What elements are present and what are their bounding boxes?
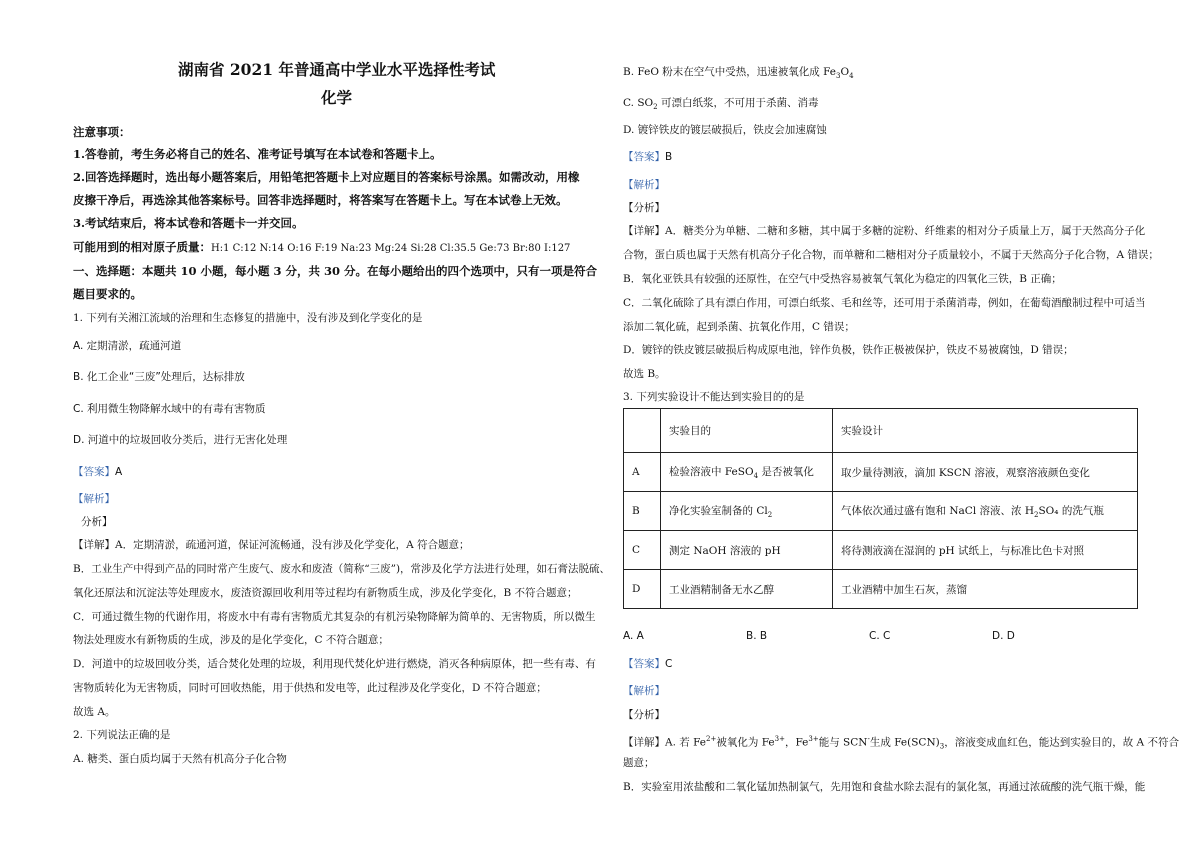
q1-option-d: D. 河道中的垃圾回收分类后，进行无害化处理 <box>73 434 288 446</box>
table-header-cell: 实验目的 <box>661 409 833 453</box>
q1-analysis-tag: 【解析】 <box>73 493 115 505</box>
subscript: 3 <box>939 742 945 751</box>
q3-fenxi: 【分析】 <box>623 709 665 721</box>
q3-choice-a: A. A <box>623 630 644 642</box>
table-row <box>624 570 1138 609</box>
notice-1: 1.答卷前，考生务必将自己的姓名、准考证号填写在本试卷和答题卡上。 <box>73 147 442 161</box>
q2-option-b-mid: O <box>840 66 850 78</box>
atomic-mass <box>73 240 570 256</box>
notice-2-cont: 皮擦干净后，再选涂其他答案标号。回答非选择题时，将答案写在答题卡上。写在本试卷上无效。 <box>73 193 568 207</box>
row-design <box>833 492 1138 531</box>
row-letter: C <box>624 531 661 570</box>
row-design: 工业酒精中加生石灰，蒸馏 <box>833 570 1138 609</box>
row-goal: 测定 NaOH 溶液的 pH <box>661 531 833 570</box>
superscript: 3+ <box>808 735 819 743</box>
notice-2: 2.回答选择题时，选出每小题答案后，用铅笔把答题卡上对应题目的答案标号涂黑。如需改动，用橡 <box>73 170 580 184</box>
q1-detail-2: B．工业生产中得到产品的同时常产生废气、废水和废渣（简称“三废”)，常涉及化学方法进行处理，如石膏法脱硫、 <box>73 563 611 575</box>
detail-text: 被氧化为 Fe <box>716 736 775 749</box>
atomic-mass-values: H:1 C:12 N:14 O:16 F:19 Na:23 Mg:24 Si:28 Cl:35.5 Ge:73 Br:80 I:127 <box>211 243 571 254</box>
detail-text: ，溶液变成血红色，能达到实验目的，故 A 不符合 <box>944 736 1179 749</box>
q3-choice-c: C. C <box>869 630 891 642</box>
subscript: 2 <box>653 103 658 112</box>
q2-detail-1: 【详解】A．糖类分为单糖、二糖和多糖，其中属于多糖的淀粉、纤维素的相对分子质量上万，属于天然高分子化 <box>623 225 1146 237</box>
subscript: 2 <box>767 511 773 520</box>
detail-text: ，Fe <box>784 736 809 749</box>
table-header-cell: 实验设计 <box>833 409 1138 453</box>
q1-detail-7: 害物质转化为无害物质，同时可回收热能，用于供热和发电等，此过程涉及化学变化，D 不符合题意； <box>73 682 547 694</box>
table-row <box>624 531 1138 570</box>
subscript: 3 <box>836 72 841 81</box>
q1-detail-6: D．河道中的垃圾回收分类，适合焚化处理的垃圾，利用现代焚化炉进行燃烧，消灭各种病原体，把一些有毒、有 <box>73 658 596 670</box>
q1-option-c: C. 利用微生物降解水域中的有毒有害物质 <box>73 403 266 415</box>
q2-detail-5: 添加二氧化硫，起到杀菌、抗氧化作用，C 错误； <box>623 321 855 333</box>
q1-detail-1: 【详解】A．定期清淤，疏通河道，保证河流畅通，没有涉及化学变化，A 符合题意； <box>73 539 470 551</box>
row-letter: D <box>624 570 661 609</box>
q1-fenxi: 分析】 <box>81 516 113 528</box>
table-row <box>624 492 1138 531</box>
superscript: - <box>867 735 870 743</box>
superscript: 2+ <box>706 735 717 743</box>
q2-detail-6: D．镀锌的铁皮镀层破损后构成原电池，锌作负极，铁作正极被保护，铁皮不易被腐蚀，D 错误； <box>623 344 1074 356</box>
goal-text: 净化实验室制备的 Cl <box>669 504 768 517</box>
q3-detail-1 <box>623 732 1179 754</box>
q2-detail-4: C．二氧化硫除了具有漂白作用，可漂白纸浆、毛和丝等，还可用于杀菌消毒，例如，在葡萄酒酿制过程中可适当 <box>623 297 1146 309</box>
q2-option-c-text: C. SO <box>623 97 654 109</box>
q1-option-a: A. 定期清淤，疏通河道 <box>73 340 182 352</box>
row-goal <box>661 492 833 531</box>
notice-3: 3.考试结束后，将本试卷和答题卡一并交回。 <box>73 216 304 230</box>
q2-stem: 2. 下列说法正确的是 <box>73 729 171 741</box>
q3-choice-d: D. D <box>992 630 1015 642</box>
q3-analysis-tag: 【解析】 <box>623 685 665 697</box>
answer-tag: 【答案】 <box>73 466 115 478</box>
q1-detail-8: 故选 A。 <box>73 706 116 718</box>
section-heading: 一、选择题：本题共 10 小题，每小题 3 分，共 30 分。在每小题给出的四个选项中，只有一项是符合 <box>73 264 598 278</box>
answer-tag: 【答案】 <box>623 658 665 670</box>
row-letter: A <box>624 453 661 492</box>
q1-option-b: B. 化工企业“三废”处理后，达标排放 <box>73 371 245 383</box>
q2-option-a: A. 糖类、蛋白质均属于天然有机高分子化合物 <box>73 753 287 765</box>
q1-answer <box>73 465 122 479</box>
q2-detail-2: 合物，蛋白质也属于天然有机高分子化合物，而单糖和二糖相对分子质量较小，不属于天然高分子化合物，A 错误； <box>623 249 1159 261</box>
q1-detail-3: 氧化还原法和沉淀法等处理废水，废渣资源回收利用等过程均有新物质生成，涉及化学变化，B 不符合题意； <box>73 587 578 599</box>
q2-detail-3: B．氧化亚铁具有较强的还原性，在空气中受热容易被氧气氧化为稳定的四氧化三铁，B 正确； <box>623 273 1062 285</box>
answer-tag: 【答案】 <box>623 151 665 163</box>
q2-option-c <box>623 96 818 114</box>
table-header-row <box>624 409 1138 453</box>
subscript: 4 <box>753 472 759 481</box>
q1-detail-5: 物法处理废水有新物质的生成，涉及的是化学变化，C 不符合题意； <box>73 634 389 646</box>
row-design: 将待测液滴在湿润的 pH 试纸上，与标准比色卡对照 <box>833 531 1138 570</box>
atomic-mass-label: 可能用到的相对原子质量： <box>73 240 211 254</box>
subscript: 4 <box>849 72 854 81</box>
q1-answer-value: A <box>115 466 123 478</box>
q3-stem: 3. 下列实验设计不能达到实验目的的是 <box>623 391 805 403</box>
q3-detail-3: B．实验室用浓盐酸和二氧化锰加热制氯气，先用饱和食盐水除去混有的氯化氢，再通过浓硫酸的洗气瓶干燥，能 <box>623 781 1146 793</box>
detail-text: 生成 Fe(SCN) <box>869 736 940 749</box>
subject-title: 化学 <box>321 88 353 107</box>
row-goal <box>661 453 833 492</box>
row-letter: B <box>624 492 661 531</box>
detail-text: 能与 SCN <box>818 736 868 749</box>
q2-answer-value: B <box>665 151 673 163</box>
goal-text: 是否被氧化 <box>758 465 814 478</box>
q2-detail-7: 故选 B。 <box>623 368 666 380</box>
row-goal: 工业酒精制备无水乙醇 <box>661 570 833 609</box>
section-heading-cont: 题目要求的。 <box>73 287 142 301</box>
design-text: SO₄ 的洗气瓶 <box>1038 504 1104 517</box>
design-text: 气体依次通过盛有饱和 NaCl 溶液、浓 H <box>841 504 1035 517</box>
q2-option-b <box>623 65 854 83</box>
row-design: 取少量待测液，滴加 KSCN 溶液，观察溶液颜色变化 <box>833 453 1138 492</box>
q2-fenxi: 【分析】 <box>623 202 665 214</box>
table-row <box>624 453 1138 492</box>
superscript: 3+ <box>774 735 785 743</box>
q2-option-b-text: B. FeO 粉末在空气中受热，迅速被氧化成 Fe <box>623 66 837 78</box>
detail-text: 【详解】A. 若 Fe <box>623 736 707 749</box>
q2-option-d: D. 镀锌铁皮的镀层破损后，铁皮会加速腐蚀 <box>623 124 827 136</box>
q3-choice-b: B. B <box>746 630 768 642</box>
q3-answer-value: C <box>665 658 673 670</box>
q2-option-c-post: 可漂白纸浆，不可用于杀菌、消毒 <box>657 97 819 109</box>
subscript: 2 <box>1034 511 1039 520</box>
q1-detail-4: C．可通过微生物的代谢作用，将废水中有毒有害物质尤其复杂的有机污染物降解为简单的、无害物质，所以微生 <box>73 611 596 623</box>
goal-text: 检验溶液中 FeSO <box>669 465 754 478</box>
q3-answer <box>623 657 672 671</box>
q1-stem: 1. 下列有关湘江流域的治理和生态修复的措施中，没有涉及到化学变化的是 <box>73 312 423 324</box>
table-header-cell <box>624 409 661 453</box>
experiment-table <box>623 408 1138 609</box>
exam-title: 湖南省 2021 年普通高中学业水平选择性考试 <box>178 60 496 79</box>
q2-answer <box>623 150 672 164</box>
q2-analysis-tag: 【解析】 <box>623 179 665 191</box>
q3-detail-2: 题意； <box>623 757 655 769</box>
notice-heading: 注意事项： <box>73 125 131 139</box>
